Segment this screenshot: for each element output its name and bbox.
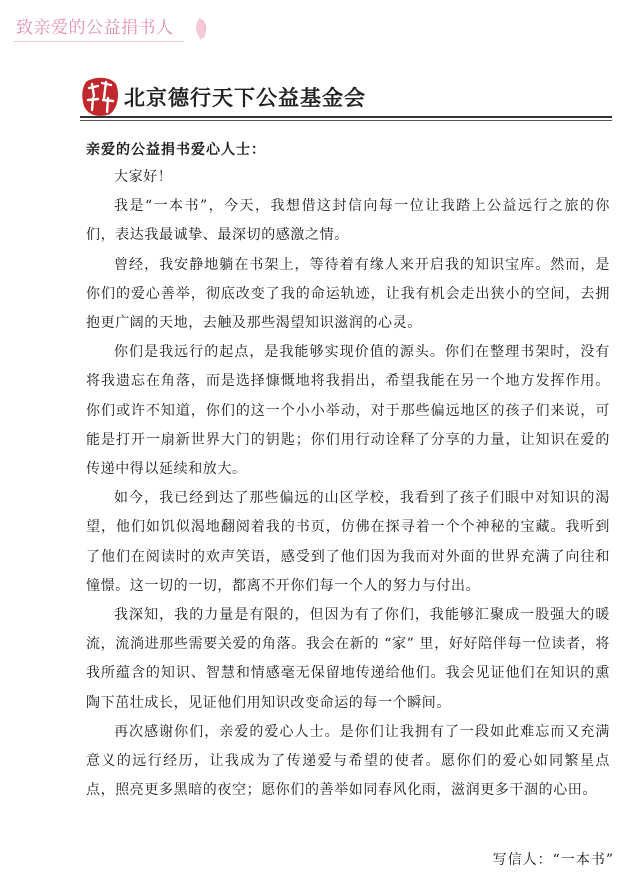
letterhead (80, 74, 612, 120)
logo-seal-icon (80, 74, 120, 118)
document-title: 致亲爱的公益捐书人 (16, 18, 174, 38)
letterhead-rule-thick (80, 116, 612, 118)
paragraph: 曾经，我安静地躺在书架上，等待着有缘人来开启我的知识宝库。然而，是你们的爱心善举，彻底改变了我的命运轨迹，让我有机会走出狭小的空间，去拥抱更广阔的天地，去触及那些渴望知识滋润的心灵。 (86, 256, 610, 332)
paragraph: 再次感谢你们，亲爱的爱心人士。是你们让我拥有了一段如此难忘而又充满意义的远行经历，让我成为了传递爱与希望的使者。愿你们的爱心如同繁星点点，照亮更多黑暗的夜空；愿你们的善举如同春风化雨，滋润更多干涸的心田。 (86, 723, 610, 799)
org-name: 北京德行天下公益基金会 (124, 85, 366, 110)
letter-signature: 写信人：“一本书” (492, 852, 614, 868)
paragraph-hello: 大家好！ (114, 169, 173, 185)
paragraph: 我深知，我的力量是有限的，但因为有了你们，我能够汇聚成一股强大的暖流，流淌进那些需要关爱的角落。我会在新的 “家” 里，好好陪伴每一位读者，将我所蕴含的知识、智慧和情感毫无保留地传递给他们。我会见证他们在知识的熏陶下茁壮成长，见证他们用知识改变命运的每一个瞬间。 (86, 607, 610, 711)
letter-greeting: 亲爱的公益捐书爱心人士： (86, 142, 266, 158)
title-underline (14, 41, 184, 42)
paragraph: 如今，我已经到达了那些偏远的山区学校，我看到了孩子们眼中对知识的渴望，他们如饥似渴地翻阅着我的书页，仿佛在探寻着一个个神秘的宝藏。我听到了他们在阅读时的欢声笑语，感受到了他们因为我而对外面的世界充满了向往和憧憬。这一切的一切，都离不开你们每一个人的努力与付出。 (86, 490, 610, 594)
paragraph: 你们是我远行的起点，是我能够实现价值的源头。你们在整理书架时，没有将我遗忘在角落，而是选择慷慨地将我捐出，希望我能在另一个地方发挥作用。你们或许不知道，你们的这一个小小举动，对于那些偏远地区的孩子们来说，可能是打开一扇新世界大门的钥匙；你们用行动诠释了分享的力量，让知识在爱的传递中得以延续和放大。 (86, 344, 610, 478)
letter-body (86, 163, 610, 805)
paragraph: 我是“一本书”，今天，我想借这封信向每一位让我踏上公益远行之旅的你们，表达我最诚挚、最深切的感激之情。 (86, 198, 610, 244)
letterhead-rule-thin (80, 120, 612, 121)
petal-icon (192, 16, 208, 42)
document-title-bar (0, 0, 642, 46)
